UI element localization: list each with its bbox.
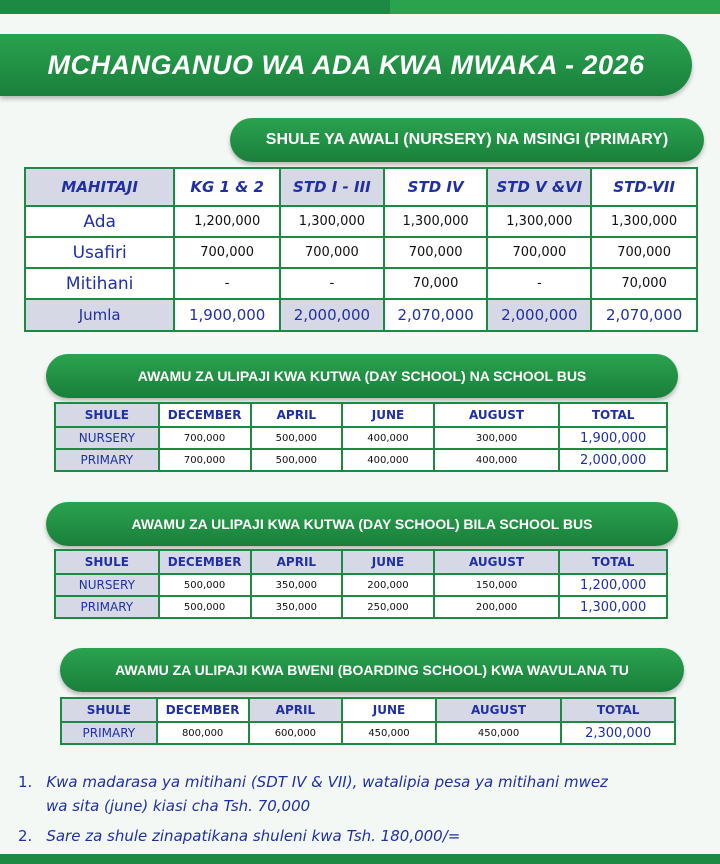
section-title-day-no-bus: AWAMU ZA ULIPAJI KWA KUTWA (DAY SCHOOL) BILA SCHOOL BUS xyxy=(46,502,678,546)
value-cell: 200,000 xyxy=(342,574,434,596)
header-cell: STD V &VI xyxy=(487,168,591,206)
value-cell: - xyxy=(174,268,280,299)
value-cell: 70,000 xyxy=(384,268,488,299)
total-cell: 2,000,000 xyxy=(280,299,384,331)
value-cell: 700,000 xyxy=(384,237,488,268)
header-cell: APRIL xyxy=(251,550,343,574)
installments-day-bus-table xyxy=(54,402,668,472)
value-cell: 500,000 xyxy=(251,449,343,471)
installments-day-no-bus-table xyxy=(54,549,668,619)
row-label: Usafiri xyxy=(25,237,174,268)
row-label: PRIMARY xyxy=(55,596,159,618)
note-2 xyxy=(18,824,460,848)
row-label: Jumla xyxy=(25,299,174,331)
header-cell: SHULE xyxy=(55,550,159,574)
value-cell: 700,000 xyxy=(174,237,280,268)
table-row xyxy=(55,449,667,471)
header-cell: STD IV xyxy=(384,168,488,206)
value-cell: 1,300,000 xyxy=(280,206,384,237)
total-cell: 2,000,000 xyxy=(559,449,667,471)
value-cell: 400,000 xyxy=(434,449,559,471)
value-cell: 350,000 xyxy=(251,574,343,596)
value-cell: 1,300,000 xyxy=(384,206,488,237)
note-number: 2. xyxy=(18,827,33,845)
header-cell: SHULE xyxy=(55,403,159,427)
value-cell: 700,000 xyxy=(280,237,384,268)
total-cell: 2,300,000 xyxy=(561,722,675,744)
total-cell: 1,900,000 xyxy=(559,427,667,449)
value-cell: 700,000 xyxy=(159,449,251,471)
value-cell: 700,000 xyxy=(487,237,591,268)
header-cell: DECEMBER xyxy=(157,698,249,722)
row-label: NURSERY xyxy=(55,574,159,596)
value-cell: 700,000 xyxy=(159,427,251,449)
fee-breakdown-table xyxy=(24,167,698,332)
header-cell: TOTAL xyxy=(559,550,667,574)
table-row xyxy=(25,237,697,268)
value-cell: - xyxy=(280,268,384,299)
value-cell: 400,000 xyxy=(342,449,434,471)
header-cell: JUNE xyxy=(342,698,436,722)
value-cell: 200,000 xyxy=(434,596,559,618)
value-cell: 450,000 xyxy=(436,722,561,744)
row-label: PRIMARY xyxy=(61,722,157,744)
total-cell: 1,200,000 xyxy=(559,574,667,596)
total-cell: 2,000,000 xyxy=(487,299,591,331)
value-cell: 1,300,000 xyxy=(591,206,697,237)
row-label: Mitihani xyxy=(25,268,174,299)
table-header-row xyxy=(55,403,667,427)
value-cell: 700,000 xyxy=(591,237,697,268)
header-cell: APRIL xyxy=(251,403,343,427)
table-row xyxy=(55,427,667,449)
row-label: PRIMARY xyxy=(55,449,159,471)
value-cell: - xyxy=(487,268,591,299)
header-cell: MAHITAJI xyxy=(25,168,174,206)
page-title: MCHANGANUO WA ADA KWA MWAKA - 2026 xyxy=(0,34,692,96)
section-title-day-school-bus: AWAMU ZA ULIPAJI KWA KUTWA (DAY SCHOOL) NA SCHOOL BUS xyxy=(46,354,678,398)
value-cell: 500,000 xyxy=(251,427,343,449)
bottom-bar xyxy=(0,854,720,864)
note-text: Sare za shule zinapatikana shuleni kwa Tsh. 180,000/= xyxy=(46,827,461,845)
table-row xyxy=(61,722,675,744)
table-row xyxy=(55,574,667,596)
value-cell: 500,000 xyxy=(159,574,251,596)
row-label: Ada xyxy=(25,206,174,237)
value-cell: 150,000 xyxy=(434,574,559,596)
header-cell: AUGUST xyxy=(436,698,561,722)
header-cell: DECEMBER xyxy=(159,403,251,427)
total-cell: 2,070,000 xyxy=(384,299,488,331)
total-cell: 2,070,000 xyxy=(591,299,697,331)
value-cell: 400,000 xyxy=(342,427,434,449)
table-row xyxy=(25,206,697,237)
header-cell: SHULE xyxy=(61,698,157,722)
value-cell: 1,300,000 xyxy=(487,206,591,237)
header-cell: JUNE xyxy=(342,550,434,574)
table-header-row xyxy=(61,698,675,722)
note-1 xyxy=(18,770,720,794)
header-cell: AUGUST xyxy=(434,550,559,574)
header-cell: TOTAL xyxy=(561,698,675,722)
header-cell: STD I - III xyxy=(280,168,384,206)
table-row xyxy=(25,268,697,299)
value-cell: 600,000 xyxy=(249,722,343,744)
header-cell: DECEMBER xyxy=(159,550,251,574)
header-cell: AUGUST xyxy=(434,403,559,427)
table-header-row xyxy=(55,550,667,574)
total-cell: 1,300,000 xyxy=(559,596,667,618)
section-title-boarding: AWAMU ZA ULIPAJI KWA BWENI (BOARDING SCHOOL) KWA WAVULANA TU xyxy=(60,648,684,692)
table-header-row xyxy=(25,168,697,206)
value-cell: 350,000 xyxy=(251,596,343,618)
table-row xyxy=(55,596,667,618)
note-text: Kwa madarasa ya mitihani (SDT IV & VII), watalipia pesa ya mitihani mwez xyxy=(46,773,608,791)
note-1-continued: wa sita (june) kiasi cha Tsh. 70,000 xyxy=(46,797,311,815)
section-title-nursery-primary: SHULE YA AWALI (NURSERY) NA MSINGI (PRIMARY) xyxy=(230,118,704,162)
top-bar-left xyxy=(0,0,390,14)
value-cell: 250,000 xyxy=(342,596,434,618)
value-cell: 300,000 xyxy=(434,427,559,449)
header-cell: JUNE xyxy=(342,403,434,427)
value-cell: 1,200,000 xyxy=(174,206,280,237)
header-cell: TOTAL xyxy=(559,403,667,427)
value-cell: 70,000 xyxy=(591,268,697,299)
total-cell: 1,900,000 xyxy=(174,299,280,331)
total-row xyxy=(25,299,697,331)
header-cell: STD-VII xyxy=(591,168,697,206)
top-bar-right xyxy=(390,0,720,14)
installments-boarding-table xyxy=(60,697,676,745)
value-cell: 800,000 xyxy=(157,722,249,744)
value-cell: 500,000 xyxy=(159,596,251,618)
header-cell: APRIL xyxy=(249,698,343,722)
row-label: NURSERY xyxy=(55,427,159,449)
value-cell: 450,000 xyxy=(342,722,436,744)
note-number: 1. xyxy=(18,773,33,791)
header-cell: KG 1 & 2 xyxy=(174,168,280,206)
